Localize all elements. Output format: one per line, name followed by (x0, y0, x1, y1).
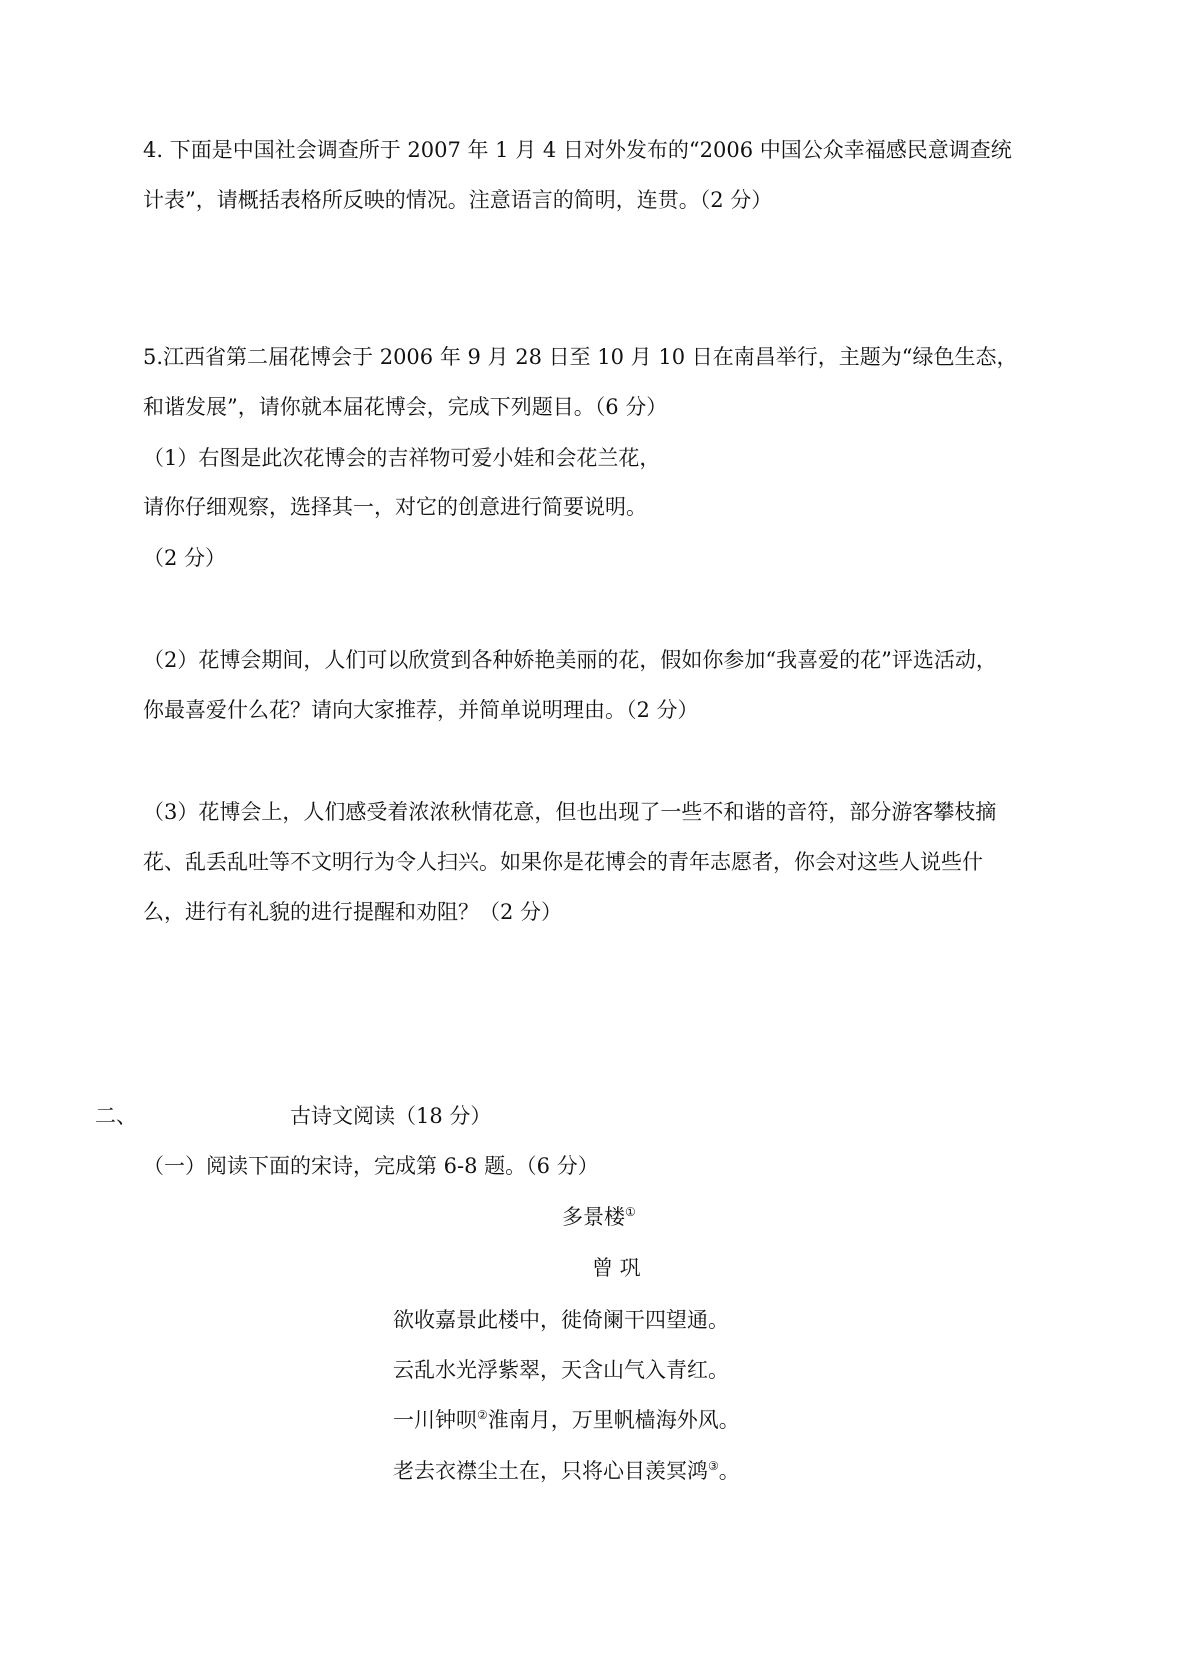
poem-line-part: 老去衣襟尘土在，只将心目羡冥鸿 (393, 1459, 708, 1483)
poem-title (562, 1207, 636, 1228)
poem-line-part: 淮南月，万里帆樯海外风。 (487, 1408, 740, 1432)
poem-author: 曾 巩 (592, 1256, 641, 1280)
part-1-intro: （一）阅读下面的宋诗，完成第 6-8 题。（6 分） (143, 1154, 599, 1178)
question-5-line-1: 5.江西省第二届花博会于 2006 年 9 月 28 日至 10 月 10 日在南昌举行，主题为“绿色生态， (143, 345, 1018, 369)
question-4-line-1: 4. 下面是中国社会调查所于 2007 年 1 月 4 日对外发布的“2006 中国公众幸福感民意调查统 (143, 138, 1012, 162)
question-5-1-line-2: 请你仔细观察，选择其一，对它的创意进行简要说明。 (143, 495, 647, 519)
question-5-1-line-1: （1）右图是此次花博会的吉祥物可爱小娃和会花兰花， (143, 446, 661, 470)
poem-title-text: 多景楼 (562, 1205, 625, 1229)
question-5-2-line-2: 你最喜爱什么花？请向大家推荐，并简单说明理由。（2 分） (143, 698, 699, 722)
poem-line (393, 1461, 740, 1482)
question-4-line-2: 计表”，请概括表格所反映的情况。注意语言的简明，连贯。（2 分） (143, 188, 773, 212)
question-5-3-line-2: 花、乱丢乱吐等不文明行为令人扫兴。如果你是花博会的青年志愿者，你会对这些人说些什 (143, 850, 983, 874)
question-5-line-2: 和谐发展”，请你就本届花博会，完成下列题目。（6 分） (143, 395, 668, 419)
poem-line: 欲收嘉景此楼中，徙倚阑干四望通。 (393, 1308, 729, 1332)
question-5-3-line-3: 么，进行有礼貌的进行提醒和劝阻？（2 分） (143, 900, 563, 924)
poem-line: 云乱水光浮紫翠，天含山气入青红。 (393, 1358, 729, 1382)
footnote-marker: ③ (708, 1459, 719, 1473)
question-5-2-line-1: （2）花博会期间，人们可以欣赏到各种娇艳美丽的花，假如你参加“我喜爱的花”评选活动， (143, 648, 997, 672)
question-5-1-line-3: （2 分） (143, 546, 227, 570)
poem-line (393, 1410, 740, 1431)
section-number: 二、 (95, 1104, 137, 1128)
poem-line-part: 。 (718, 1459, 740, 1483)
poem-line-part: 一川钟呗 (393, 1408, 477, 1432)
footnote-marker: ② (477, 1408, 488, 1422)
question-5-3-line-1: （3）花博会上，人们感受着浓浓秋情花意，但也出现了一些不和谐的音符，部分游客攀枝摘 (143, 800, 997, 824)
section-title: 古诗文阅读（18 分） (290, 1104, 492, 1128)
footnote-marker: ① (625, 1205, 636, 1219)
